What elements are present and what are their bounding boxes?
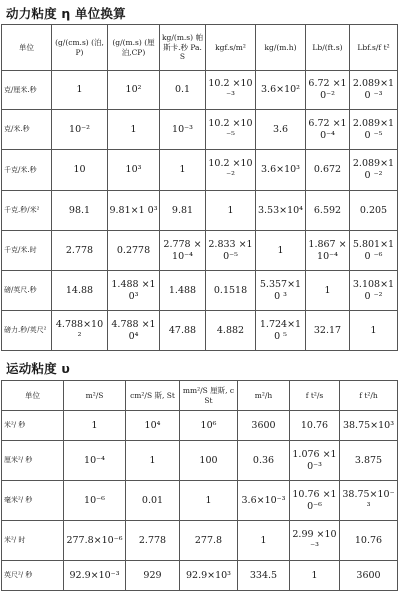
value-cell: 10.76 xyxy=(340,521,398,561)
value-cell: 6.592 xyxy=(306,191,350,231)
value-cell: 1.076 ×10⁻³ xyxy=(290,441,340,481)
header-cell: (g/(m.s) (厘泊,CP) xyxy=(108,25,160,71)
header-cell: kgf.s/m² xyxy=(206,25,256,71)
value-cell: 1 xyxy=(206,191,256,231)
value-cell: 1.867 ×10⁻⁴ xyxy=(306,231,350,271)
header-cell: 单位 xyxy=(2,25,52,71)
value-cell: 1 xyxy=(126,441,180,481)
header-cell: f t²/h xyxy=(340,381,398,411)
value-cell: 9.81 xyxy=(160,191,206,231)
value-cell: 10² xyxy=(108,71,160,110)
value-cell: 3.875 xyxy=(340,441,398,481)
value-cell: 38.75×10³ xyxy=(340,411,398,441)
value-cell: 10⁶ xyxy=(180,411,238,441)
value-cell: 14.88 xyxy=(52,271,108,311)
unit-label-cell: 毫米²/ 秒 xyxy=(2,481,64,521)
table-row xyxy=(2,411,398,441)
value-cell: 2.778 xyxy=(52,231,108,271)
value-cell: 10⁻³ xyxy=(160,110,206,150)
value-cell: 0.1518 xyxy=(206,271,256,311)
value-cell: 4.882 xyxy=(206,311,256,351)
value-cell: 1 xyxy=(52,71,108,110)
value-cell: 1 xyxy=(108,110,160,150)
unit-label-cell: 英尺²/ 秒 xyxy=(2,561,64,591)
value-cell: 3.6×10³ xyxy=(256,150,306,191)
value-cell: 2.833 ×10⁻⁵ xyxy=(206,231,256,271)
value-cell: 10.2 ×10⁻⁵ xyxy=(206,110,256,150)
kinematic-viscosity-table xyxy=(1,380,398,591)
kinematic-viscosity-title: 运动粘度 υ xyxy=(6,361,70,376)
value-cell: 0.672 xyxy=(306,150,350,191)
header-cell: 单位 xyxy=(2,381,64,411)
value-cell: 4.788×10 ² xyxy=(52,311,108,351)
value-cell: 38.75×10⁻³ xyxy=(340,481,398,521)
value-cell: 3600 xyxy=(238,411,290,441)
value-cell: 277.8×10⁻⁶ xyxy=(64,521,126,561)
header-cell: mm²/S 厘斯, cSt xyxy=(180,381,238,411)
table-row xyxy=(2,110,398,150)
header-cell: m²/h xyxy=(238,381,290,411)
value-cell: 6.72 ×10⁻² xyxy=(306,71,350,110)
value-cell: 1 xyxy=(306,271,350,311)
table-row xyxy=(2,71,398,110)
value-cell: 1 xyxy=(64,411,126,441)
value-cell: 3.6 xyxy=(256,110,306,150)
value-cell: 3.6×10⁻³ xyxy=(238,481,290,521)
value-cell: 92.9×10³ xyxy=(180,561,238,591)
value-cell: 1 xyxy=(350,311,398,351)
value-cell: 0.01 xyxy=(126,481,180,521)
value-cell: 0.36 xyxy=(238,441,290,481)
header-cell: Lb/(ft.s) xyxy=(306,25,350,71)
value-cell: 6.72 ×10⁻⁴ xyxy=(306,110,350,150)
table-row xyxy=(2,311,398,351)
table-row xyxy=(2,481,398,521)
value-cell: 10³ xyxy=(108,150,160,191)
table-row xyxy=(2,441,398,481)
value-cell: 10 xyxy=(52,150,108,191)
unit-label-cell: 千克/米.秒 xyxy=(2,150,52,191)
table-row xyxy=(2,150,398,191)
value-cell: 2.089×10 ⁻⁵ xyxy=(350,110,398,150)
unit-label-cell: 磅力.秒/英尺² xyxy=(2,311,52,351)
value-cell: 1 xyxy=(256,231,306,271)
header-cell: cm²/S 斯, St xyxy=(126,381,180,411)
value-cell: 2.089×10 ⁻³ xyxy=(350,71,398,110)
value-cell: 92.9×10⁻³ xyxy=(64,561,126,591)
value-cell: 10⁻⁶ xyxy=(64,481,126,521)
value-cell: 5.801×10 ⁻⁶ xyxy=(350,231,398,271)
value-cell: 10⁻² xyxy=(52,110,108,150)
value-cell: 10⁻⁴ xyxy=(64,441,126,481)
value-cell: 3.53×10⁴ xyxy=(256,191,306,231)
unit-label-cell: 克/厘米.秒 xyxy=(2,71,52,110)
table-row xyxy=(2,231,398,271)
value-cell: 3.108×10 ⁻² xyxy=(350,271,398,311)
value-cell: 1 xyxy=(238,521,290,561)
value-cell: 1 xyxy=(160,150,206,191)
unit-label-cell: 克/米.秒 xyxy=(2,110,52,150)
value-cell: 0.205 xyxy=(350,191,398,231)
value-cell: 10.2 ×10⁻³ xyxy=(206,71,256,110)
value-cell: 2.778 xyxy=(126,521,180,561)
value-cell: 2.99 ×10⁻³ xyxy=(290,521,340,561)
header-cell: kg/(m.h) xyxy=(256,25,306,71)
table-row xyxy=(2,271,398,311)
value-cell: 1 xyxy=(180,481,238,521)
value-cell: 98.1 xyxy=(52,191,108,231)
value-cell: 0.1 xyxy=(160,71,206,110)
unit-label-cell: 米²/ 时 xyxy=(2,521,64,561)
value-cell: 4.788 ×10⁴ xyxy=(108,311,160,351)
value-cell: 929 xyxy=(126,561,180,591)
value-cell: 1.724×10 ⁵ xyxy=(256,311,306,351)
dynamic-viscosity-table xyxy=(1,24,398,351)
value-cell: 334.5 xyxy=(238,561,290,591)
unit-label-cell: 磅/英尺.秒 xyxy=(2,271,52,311)
value-cell: 1.488 xyxy=(160,271,206,311)
value-cell: 2.778 ×10⁻⁴ xyxy=(160,231,206,271)
table-row xyxy=(2,561,398,591)
unit-label-cell: 千克/米.时 xyxy=(2,231,52,271)
value-cell: 0.2778 xyxy=(108,231,160,271)
value-cell: 10.76 xyxy=(290,411,340,441)
value-cell: 1 xyxy=(290,561,340,591)
header-cell: f t²/s xyxy=(290,381,340,411)
table-header-row xyxy=(2,25,398,71)
header-cell: (g/(cm.s) (泊, P) xyxy=(52,25,108,71)
value-cell: 1.488 ×10³ xyxy=(108,271,160,311)
unit-label-cell: 米²/ 秒 xyxy=(2,411,64,441)
table-row xyxy=(2,191,398,231)
value-cell: 47.88 xyxy=(160,311,206,351)
value-cell: 9.81×1 0³ xyxy=(108,191,160,231)
unit-label-cell: 千克.秒/米² xyxy=(2,191,52,231)
value-cell: 277.8 xyxy=(180,521,238,561)
value-cell: 100 xyxy=(180,441,238,481)
value-cell: 10.76 ×10⁻⁶ xyxy=(290,481,340,521)
value-cell: 5.357×10 ³ xyxy=(256,271,306,311)
header-cell: kg/(m.s) 帕斯卡.秒 Pa.S xyxy=(160,25,206,71)
value-cell: 10.2 ×10⁻² xyxy=(206,150,256,191)
table-row xyxy=(2,521,398,561)
value-cell: 3600 xyxy=(340,561,398,591)
unit-label-cell: 厘米²/ 秒 xyxy=(2,441,64,481)
header-cell: m²/S xyxy=(64,381,126,411)
value-cell: 10⁴ xyxy=(126,411,180,441)
dynamic-viscosity-title: 动力粘度 η 单位换算 xyxy=(6,6,126,21)
value-cell: 32.17 xyxy=(306,311,350,351)
value-cell: 3.6×10² xyxy=(256,71,306,110)
value-cell: 2.089×10 ⁻² xyxy=(350,150,398,191)
table-header-row xyxy=(2,381,398,411)
header-cell: Lbf.s/f t² xyxy=(350,25,398,71)
